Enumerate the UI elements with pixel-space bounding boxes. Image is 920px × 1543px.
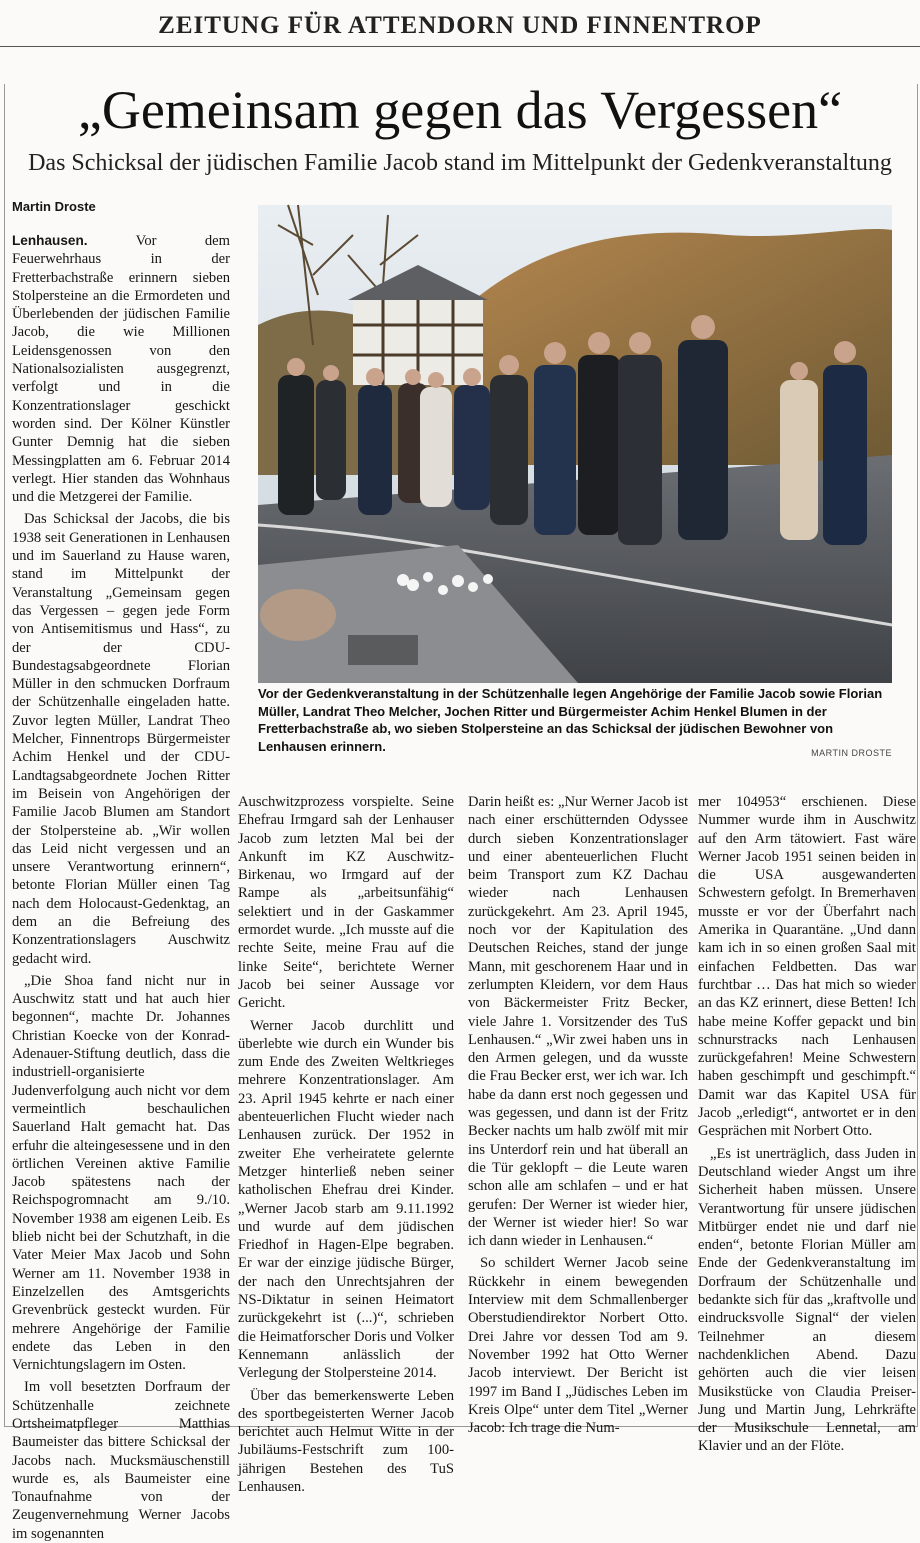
article-column-4 [698, 793, 916, 1455]
article-column-1 [12, 232, 230, 1542]
paragraph: Über das bemerkenswerte Leben des sportbegeisterten Werner Jacob berichtet auch Helmut Witte in der Jubiläums-Festschrift zum 100-jährigen Bestehen des TuS Lenhausen. [238, 1387, 454, 1495]
paragraph: mer 104953“ erschienen. Diese Nummer wurde ihm in Auschwitz auf den Arm tätowiert. Fast wäre Werner Jacob 1951 seinen beiden in die USA ausgewanderten Schwestern gefolgt. In Bremerhaven musste er vor der Überfahrt nach Amerika in Quarantäne. „Und dann kam ich in so einen großen Saal mit einfachen Feldbetten. Das war furchtbar … Das hat mich so wieder an das KZ erinnert, diese Betten! Ich habe meine Koffer gepackt und bin schnurstracks nach Lenhausen zurückgefahren! Meine Schwestern haben geschimpft und geschimpft.“ Damit war das Kapitel USA für Jacob „erledigt“, antwortet er in den Gesprächen mit Norbert Otto. [698, 794, 916, 1140]
paragraph: Im voll besetzten Dorfraum der Schützenhalle zeichnete Ortsheimatpfleger Matthias Baumeister das bittere Schicksal der Jacobs nach. Mucksmäuschenstill wurde es, als Baumeister eine Tonaufnahme von der Zeugenvernehmung Werner Jacobs im sogenannten [12, 1379, 230, 1542]
subheadline: Das Schicksal der jüdischen Familie Jacob stand im Mittelpunkt der Gedenkveranstaltung [28, 150, 892, 176]
paragraph-text: Vor dem Feuerwehrhaus in der Fretterbachstraße erinnern sieben Stolpersteine an die Ermordeten und Überlebenden der jüdischen Familie Jacob, die wie Millionen Leidensgenossen von den Nationalsozialisten ausgegrenzt, verfolgt und in die Konzentrationslager geschickt worden sind. Der Kölner Künstler Gunter Demnig hat die sieben Messingplatten am 6. Februar 2014 verlegt. Hier standen das Wohnhaus und die Metzgerei der Familie. [12, 233, 230, 506]
photo-credit: MARTIN DROSTE [811, 748, 892, 758]
byline: Martin Droste [12, 199, 96, 214]
paragraph: Das Schicksal der Jacobs, die bis 1938 seit Generationen in Lenhausen und im Sauerland zu Hause waren, stand im Mittelpunkt der Veranstaltung „Gemeinsam gegen das Vergessen – gegen jede Form von Antisemitismus und Hass“, zu der der CDU-Bundestagsabgeordnete Florian Müller in den schmucken Dorfraum der Schützenhalle eingeladen hatte. Zuvor legten Müller, Landrat Theo Melcher, Finnentrops Bürgermeister Achim Henkel und der CDU-Landtagsabgeordnete Jochen Ritter im Beisein von Angehörigen der Familie Jacob Blumen am Standort der Stolpersteine ab. „Wir wollen das Leid nicht vergessen und an unsere Verantwortung erinnern“, betonte Florian Müller einen Tag nach dem Holocaust-Gedenktag, an dem an die Befreiung des Konzentrationslagers Auschwitz gedacht wird. [12, 511, 230, 967]
paragraph: Werner Jacob durchlitt und überlebte wie durch ein Wunder bis zum Ende des Zweiten Weltkrieges mehrere Konzentrationslager. Am 23. April 1945 kehrte er nach einer abenteuerlichen Flucht wieder nach Lenhausen zurück. Der 1952 in zweiter Ehe verheiratete gelernte Metzger hinterließ neben seiner katholischen Ehefrau drei Kinder. „Werner Jacob starb am 9.11.1992 und wurde auf dem jüdischen Friedhof in Hagen-Elpe begraben. Er war der einzige jüdische Bürger, der nach den Unrechtsjahren der NS-Diktatur in seinen Heimatort zurückgekehrt ist (...)“, schrieben die Heimatforscher Doris und Volker Kennemann anlässlich der Verlegung der Stolpersteine 2014. [238, 1017, 454, 1382]
masthead [0, 0, 920, 47]
article-column-2 [238, 793, 454, 1495]
paragraph: So schildert Werner Jacob seine Rückkehr in einem bewegenden Interview mit dem Schmallenberger Oberstudiendirektor Norbert Otto. Drei Jahre vor dessen Tod am 9. November 1992 hat Otto Werner Jacob interviewt. Der Bericht ist 1997 im Band I „Jüdisches Leben im Kreis Olpe“ unter dem Titel „Werner Jacob: Ich trage die Num- [468, 1255, 688, 1437]
photo-illustration [258, 205, 892, 683]
photo-caption: Vor der Gedenkveranstaltung in der Schützenhalle legen Angehörige der Familie Jacob sowie Florian Müller, Landrat Theo Melcher, Jochen Ritter und Bürgermeister Achim Henkel Blumen in der Fretterbachstraße ab, wo sieben Stolpersteine an das Schicksal der jüdischen Bewohner von Lenhausen erinnern. [258, 686, 883, 754]
paragraph: „Es ist unerträglich, dass Juden in Deutschland wieder Angst um ihre Sicherheit haben müssen. Unsere Verantwortung für unsere jüdischen Mitbürger endet nie und darf nie enden“, betonte Florian Müller am Ende der Gedenkveranstaltung im Dorfraum der Schützenhalle und bedankte sich für das „kraftvolle und eindrucksvolle Signal“ der vielen Teilnehmer an diesem nachdenklichen Abend. Dazu gehörten auch die vier leisen Musikstücke von Claudia Preiser-Jung und Martin Jung, Lehrkräfte der Musikschule Lennetal, am Klavier und an der Flöte. [698, 1145, 916, 1455]
article-column-3 [468, 793, 688, 1437]
dateline: Lenhausen. [12, 233, 88, 248]
paragraph: Darin heißt es: „Nur Werner Jacob ist nach einer erschütternden Odyssee durch sieben Konzentrationslager und einer abenteuerlichen Flucht beim Transport zum KZ Dachau wieder nach Lenhausen zurückgekehrt. Am 23. April 1945, noch vor der Kapitulation des Deutschen Reiches, stand der junge Mann, mit geschorenem Haar und in zerlumpten Kleidern, vor dem Haus von Bäckermeister Fritz Becker, viele Jahre 1. Vorsitzender des TuS Lenhausen.“ „Wir zwei haben uns in den Armen gelegen, und da wusste die Frau Becker erst, wer ich war. Ich habe da dann erst noch gegessen und was gegessen, und dann ist der Fritz Becker nachts um halb zwölf mit mir ins Unterdorf rein und hat überall an die Tür geklopft – die Leute waren schon alle am schlafen – und er hat gerufen: Der Werner ist wieder hier, der Werner ist wieder hier! So war ich dann wieder in Lenhausen.“ [468, 794, 688, 1250]
paragraph: Auschwitzprozess vorspielte. Seine Ehefrau Irmgard sah der Lenhauser Jacob zum letzten Mal bei der Ankunft im KZ Auschwitz-Birkenau, wo Irmgard auf der Rampe als „arbeitsunfähig“ selektiert und in der Gaskammer ermordet wurde. „Ich musste auf die rechte Seite, meine Frau auf die linke Seite“, berichtete Werner Jacob bei seiner Aussage vor Gericht. [238, 794, 454, 1012]
paragraph [12, 232, 230, 506]
paragraph: „Die Shoa fand nicht nur in Auschwitz statt und hat auch hier begonnen“, machte Dr. Johannes Christian Koecke von der Konrad-Adenauer-Stiftung deutlich, dass die industriell-organisierte Judenverfolgung auch nicht vor dem vermeintlich beschaulichen Sauerland Halt gemacht hat. Das erfuhr die alteingesessene und in den örtlichen Vereinen aktive Familie Jacob spätestens nach der Reichspogromnacht am 9./10. November 1938 am eigenen Leib. Es blieb nicht bei der Schutzhaft, in die Vater Meier Max Jacob und Sohn Werner am 11. November 1938 in Einzelzellen des Amtsgerichts Grevenbrück gesteckt wurden. Für mehrere Angehörige der Familie endete das Leben in den Vernichtungslagern im Osten. [12, 972, 230, 1374]
masthead-title: ZEITUNG FÜR ATTENDORN UND FINNENTROP [158, 12, 762, 39]
article-photo [258, 205, 892, 683]
headline: „Gemeinsam gegen das Vergessen“ [77, 80, 843, 140]
